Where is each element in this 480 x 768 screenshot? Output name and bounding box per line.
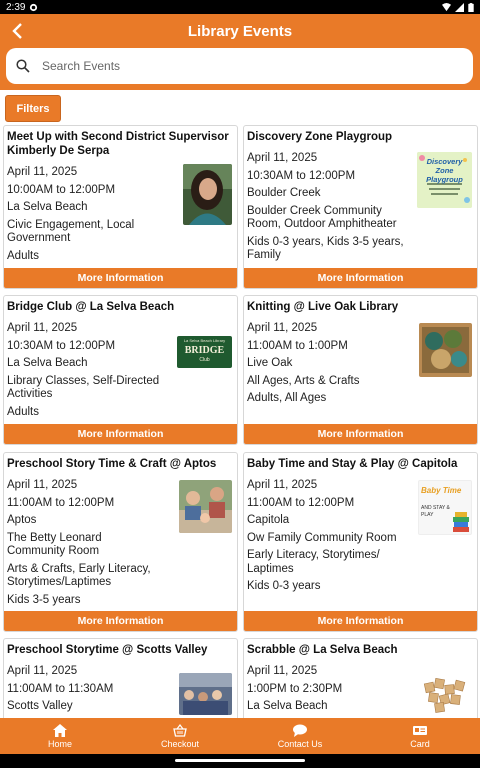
thumbnail-text: Discovery Zone Playgroup [426,157,463,184]
chat-icon [293,724,307,737]
back-button[interactable] [6,18,28,44]
event-title: Preschool Story Time & Craft @ Aptos [7,458,217,470]
search-icon [16,59,30,73]
thumbnail-text: BRIDGE [184,345,225,356]
event-thumbnail [417,152,472,208]
signal-icon [455,3,464,12]
event-thumbnail [419,323,472,377]
event-audience: Kids 0-3 years, Kids 3-5 years, Family [247,235,404,261]
event-thumbnail [419,673,472,715]
event-date: April 11, 2025 [247,322,318,334]
event-location: Live Oak [247,357,293,369]
event-time: 11:00AM to 12:00PM [247,496,355,509]
event-title: Scrabble @ La Selva Beach [247,644,398,656]
event-audience: Kids 0-3 years [247,580,321,592]
event-title: Baby Time and Stay & Play @ Capitola [247,458,458,470]
event-categories: Arts & Crafts, Early Literacy, Storytimes/Laptimes [7,562,151,588]
nav-contact-us[interactable] [240,718,360,754]
battery-icon [468,3,474,12]
event-card[interactable] [3,295,238,445]
thumbnail-text: Baby Time [421,486,462,495]
books-icon [451,505,471,533]
event-location: Aptos [7,514,37,526]
event-thumbnail [177,336,232,368]
nav-label: Contact Us [277,738,323,749]
home-icon [53,724,67,737]
event-date: April 11, 2025 [247,152,318,164]
event-location: Capitola [247,514,290,526]
event-time: 1:00PM to 2:30PM [247,682,343,695]
more-information-button[interactable]: More Information [4,611,237,631]
card-icon [413,724,427,737]
settings-icon [29,3,38,12]
event-thumbnail [183,164,232,225]
event-title: Bridge Club @ La Selva Beach [7,301,175,313]
more-information-button[interactable]: More Information [244,611,477,631]
events-list[interactable] [0,90,480,718]
event-time: 11:00AM to 11:30AM [7,682,114,695]
event-title: Preschool Storytime @ Scotts Valley [7,644,208,656]
event-categories: Civic Engagement, Local Government [7,218,135,244]
nav-label: Card [410,738,430,749]
search-bar[interactable] [6,48,473,84]
event-card[interactable] [3,638,238,718]
event-date: April 11, 2025 [7,665,78,677]
nav-home[interactable] [0,718,120,754]
status-time: 2:39 [6,1,26,13]
event-date: April 11, 2025 [7,322,78,334]
more-information-button[interactable]: More Information [244,268,477,288]
event-time: 10:30AM to 12:00PM [7,339,116,352]
event-card[interactable] [3,452,238,632]
status-bar [0,0,480,14]
event-date: April 11, 2025 [7,479,78,491]
event-time: 11:00AM to 12:00PM [7,496,115,509]
page-title: Library Events [187,22,293,40]
event-audience: Adults [7,405,39,418]
more-information-button[interactable]: More Information [4,424,237,444]
event-time: 10:00AM to 12:00PM [7,183,116,196]
event-categories: Library Classes, Self-Directed Activities [7,374,160,400]
event-categories: Early Literacy, Storytimes/ Laptimes [247,549,380,575]
event-categories: All Ages, Arts & Crafts [247,374,360,387]
nav-checkout[interactable] [120,718,240,754]
event-time: 11:00AM to 1:00PM [247,339,348,352]
event-location: La Selva Beach [7,357,88,369]
search-input[interactable] [42,59,442,73]
app-bar [0,14,480,48]
event-thumbnail [418,480,472,535]
event-room: Ow Family Community Room [247,531,397,544]
filters-button[interactable]: Filters [5,95,61,122]
thumbnail-text: Club [199,357,210,363]
event-room: Boulder Creek Community Room, Outdoor Amphitheater [247,204,397,230]
event-thumbnail [179,673,232,715]
event-date: April 11, 2025 [247,665,318,677]
nav-label: Checkout [160,738,200,749]
event-thumbnail [179,480,232,533]
event-title: Meet Up with Second District Supervisor Kimberly De Serpa [7,131,229,157]
event-card[interactable] [243,295,478,445]
chevron-left-icon [11,23,23,39]
event-card[interactable] [243,125,478,289]
gesture-bar [0,754,480,768]
nav-label: Home [47,738,72,749]
event-audience: Adults [7,249,39,262]
event-audience: Adults, All Ages [247,392,327,404]
event-location: Boulder Creek [247,187,321,199]
bottom-navigation [0,718,480,754]
event-location: La Selva Beach [7,201,88,213]
event-room: The Betty Leonard Community Room [7,531,102,557]
event-card[interactable] [243,638,478,718]
more-information-button[interactable]: More Information [4,268,237,288]
event-title: Discovery Zone Playgroup [247,131,393,143]
event-time: 10:30AM to 12:00PM [247,169,356,182]
event-card[interactable] [243,452,478,632]
wifi-icon [442,3,451,12]
event-title: Knitting @ Live Oak Library [247,301,399,313]
nav-card[interactable] [360,718,480,754]
thumbnail-text: La Selva Beach Library [183,338,226,343]
home-indicator[interactable] [175,759,305,762]
basket-icon [173,724,187,737]
event-audience: Kids 3-5 years [7,593,81,606]
event-date: April 11, 2025 [247,479,318,491]
event-location: La Selva Beach [247,700,328,712]
event-date: April 11, 2025 [7,166,78,178]
thumbnail-text: AND STAY & PLAY [421,505,450,518]
more-information-button[interactable]: More Information [244,424,477,444]
event-card[interactable] [3,125,238,289]
event-location: Scotts Valley [7,700,73,712]
